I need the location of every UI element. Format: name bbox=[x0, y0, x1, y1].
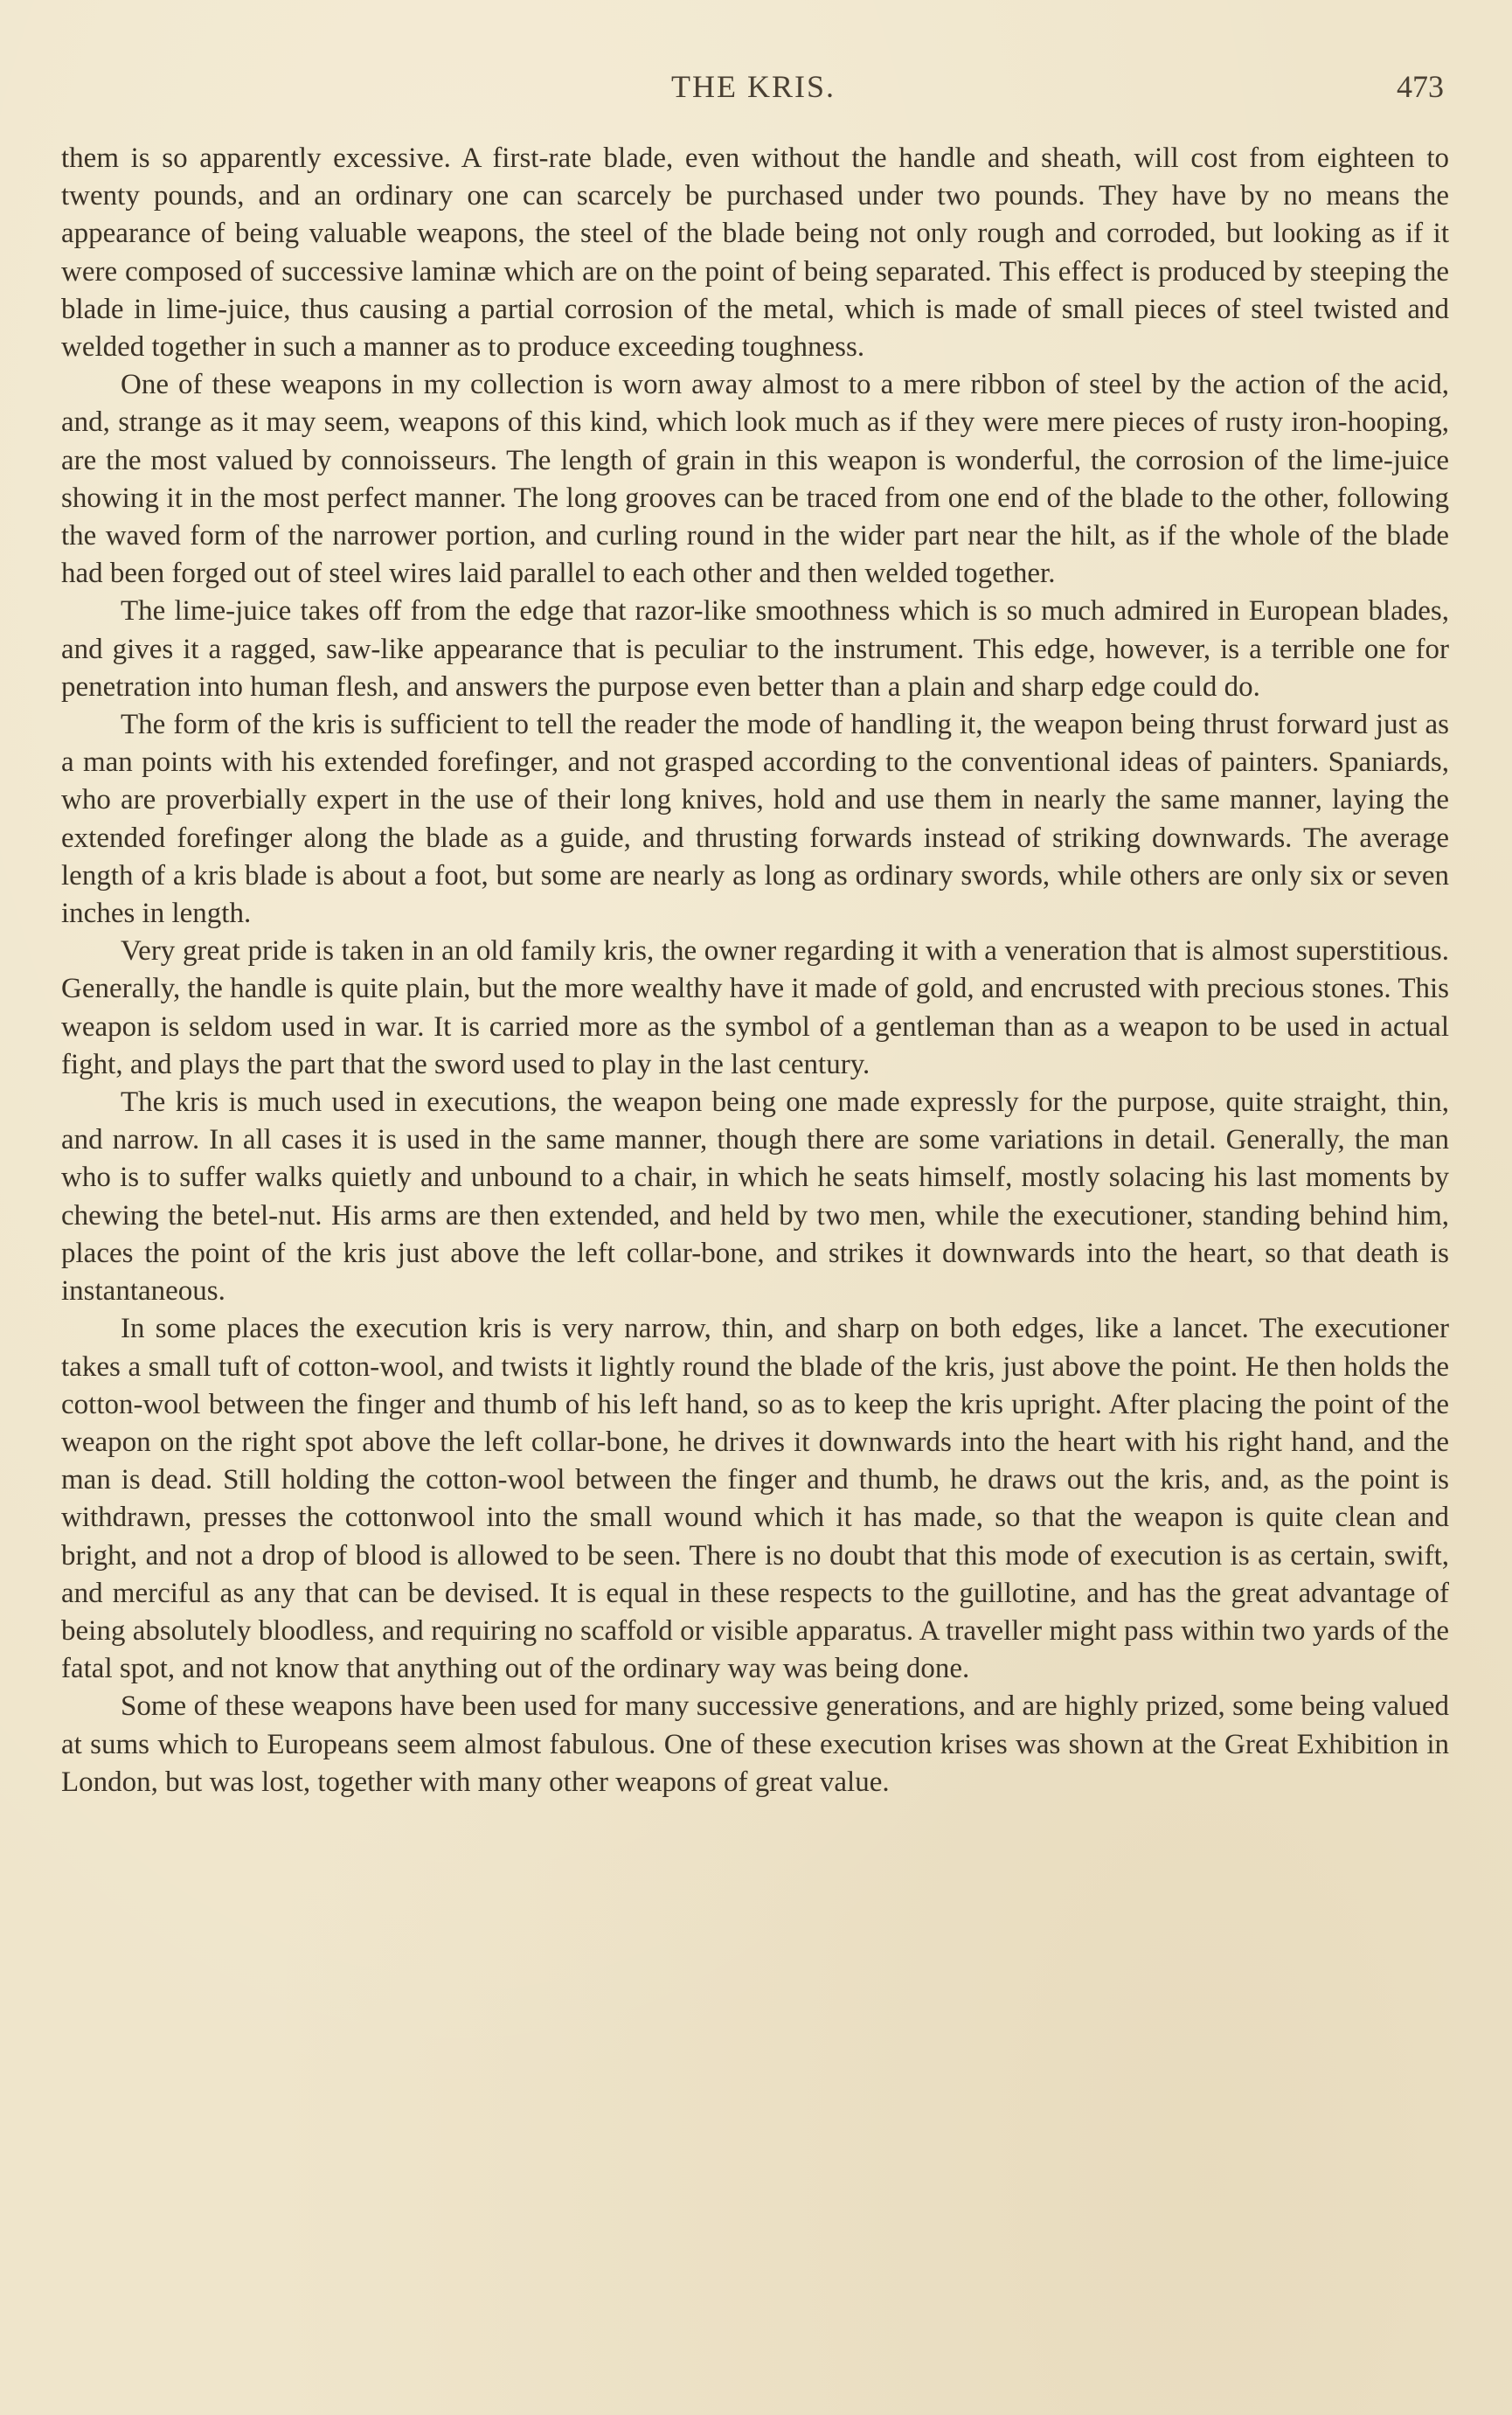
paragraph-continued: them is so apparently excessive. A first-rate blade, even without the handle and sheath, will cost from eighteen to twenty pounds, and an ordinary one can scarcely be purchased under two pounds. They have by no means the appearance of being valuable weapons, the steel of the blade being not only rough and corroded, but looking as if it were composed of successive laminæ which are on the point of being separated. This effect is produced by steeping the blade in lime-juice, thus causing a partial corrosion of the metal, which is made of small pieces of steel twisted and welded together in such a manner as to produce exceeding toughness. bbox=[61, 142, 1449, 364]
paragraph-family-kris: Very great pride is taken in an old family kris, the owner regarding it with a veneration that is almost superstitious. Generally, the handle is quite plain, but the more wealthy have it made of gold, and encrusted with precious stones. This weapon is seldom used in war. It is carried more as the symbol of a gentleman than as a weapon to be used in actual fight, and plays the part that the sword used to play in the last century. bbox=[61, 935, 1449, 1080]
paragraph-handling: The form of the kris is sufficient to tell the reader the mode of handling it, the weapon being thrust forward just as a man points with his extended forefinger, and not grasped according to the conventional ideas of painters. Spaniards, who are proverbially expert in the use of their long knives, hold and use them in nearly the same manner, laying the extended forefinger along the blade as a guide, and thrusting forwards instead of striking downwards. The average length of a kris blade is about a foot, but some are nearly as long as ordinary swords, while others are only six or seven inches in length. bbox=[61, 709, 1449, 930]
paragraph-acid-ribbon: One of these weapons in my collection is worn away almost to a mere ribbon of steel by the action of the acid, and, strange as it may seem, weapons of this kind, which look much as if they were mere pieces of rusty iron-hooping, are the most valued by connoisseurs. The length of grain in this weapon is wonderful, the corrosion of the lime-juice showing it in the most perfect manner. The long grooves can be traced from one end of the blade to the other, following the waved form of the narrower portion, and curling round in the wider part near the hilt, as if the whole of the blade had been forged out of steel wires laid parallel to each other and then welded together. bbox=[61, 369, 1449, 590]
paragraph-execution-kris: In some places the execution kris is very narrow, thin, and sharp on both edges, like a lancet. The executioner takes a small tuft of cotton-wool, and twists it lightly round the blade of the kris, just above the point. He then holds the cotton-wool between the finger and thumb of his left hand, so as to keep the kris upright. After placing the point of the weapon on the right spot above the left collar-bone, he drives it downwards into the heart with his right hand, and the man is dead. Still holding the cotton-wool between the finger and thumb, he draws out the kris, and, as the point is withdrawn, presses the cottonwool into the small wound which it has made, so that the weapon is quite clean and bright, and not a drop of blood is allowed to be seen. There is no doubt that this mode of execution is as certain, swift, and merciful as any that can be devised. It is equal in these respects to the guillotine, and has the great advantage of being absolutely bloodless, and requiring no scaffold or visible apparatus. A traveller might pass within two yards of the fatal spot, and not know that anything out of the ordinary way was being done. bbox=[61, 1313, 1449, 1685]
paragraph-lime-juice-edge: The lime-juice takes off from the edge that razor-like smoothness which is so much admired in European blades, and gives it a ragged, saw-like appearance that is peculiar to the instrument. This edge, however, is a terrible one for penetration into human flesh, and answers the purpose even better than a plain and sharp edge could do. bbox=[61, 595, 1449, 703]
running-title: THE KRIS. bbox=[671, 69, 836, 104]
paragraph-generations: Some of these weapons have been used for many successive generations, and are highly prized, some being valued at sums which to Europeans seem almost fabulous. One of these execution krises was shown at the Great Exhibition in London, but was lost, together with many other weapons of great value. bbox=[61, 1690, 1449, 1798]
body-text bbox=[61, 140, 1449, 1801]
running-head bbox=[63, 68, 1444, 107]
page-number: 473 bbox=[1397, 69, 1444, 104]
paragraph-executions: The kris is much used in executions, the weapon being one made expressly for the purpose, quite straight, thin, and narrow. In all cases it is used in the same manner, though there are some variations in detail. Generally, the man who is to suffer walks quietly and unbound to a chair, in which he seats himself, mostly solacing his last moments by chewing the betel-nut. His arms are then extended, and held by two men, while the executioner, standing behind him, places the point of the kris just above the left collar-bone, and strikes it downwards into the heart, so that death is instantaneous. bbox=[61, 1086, 1449, 1308]
